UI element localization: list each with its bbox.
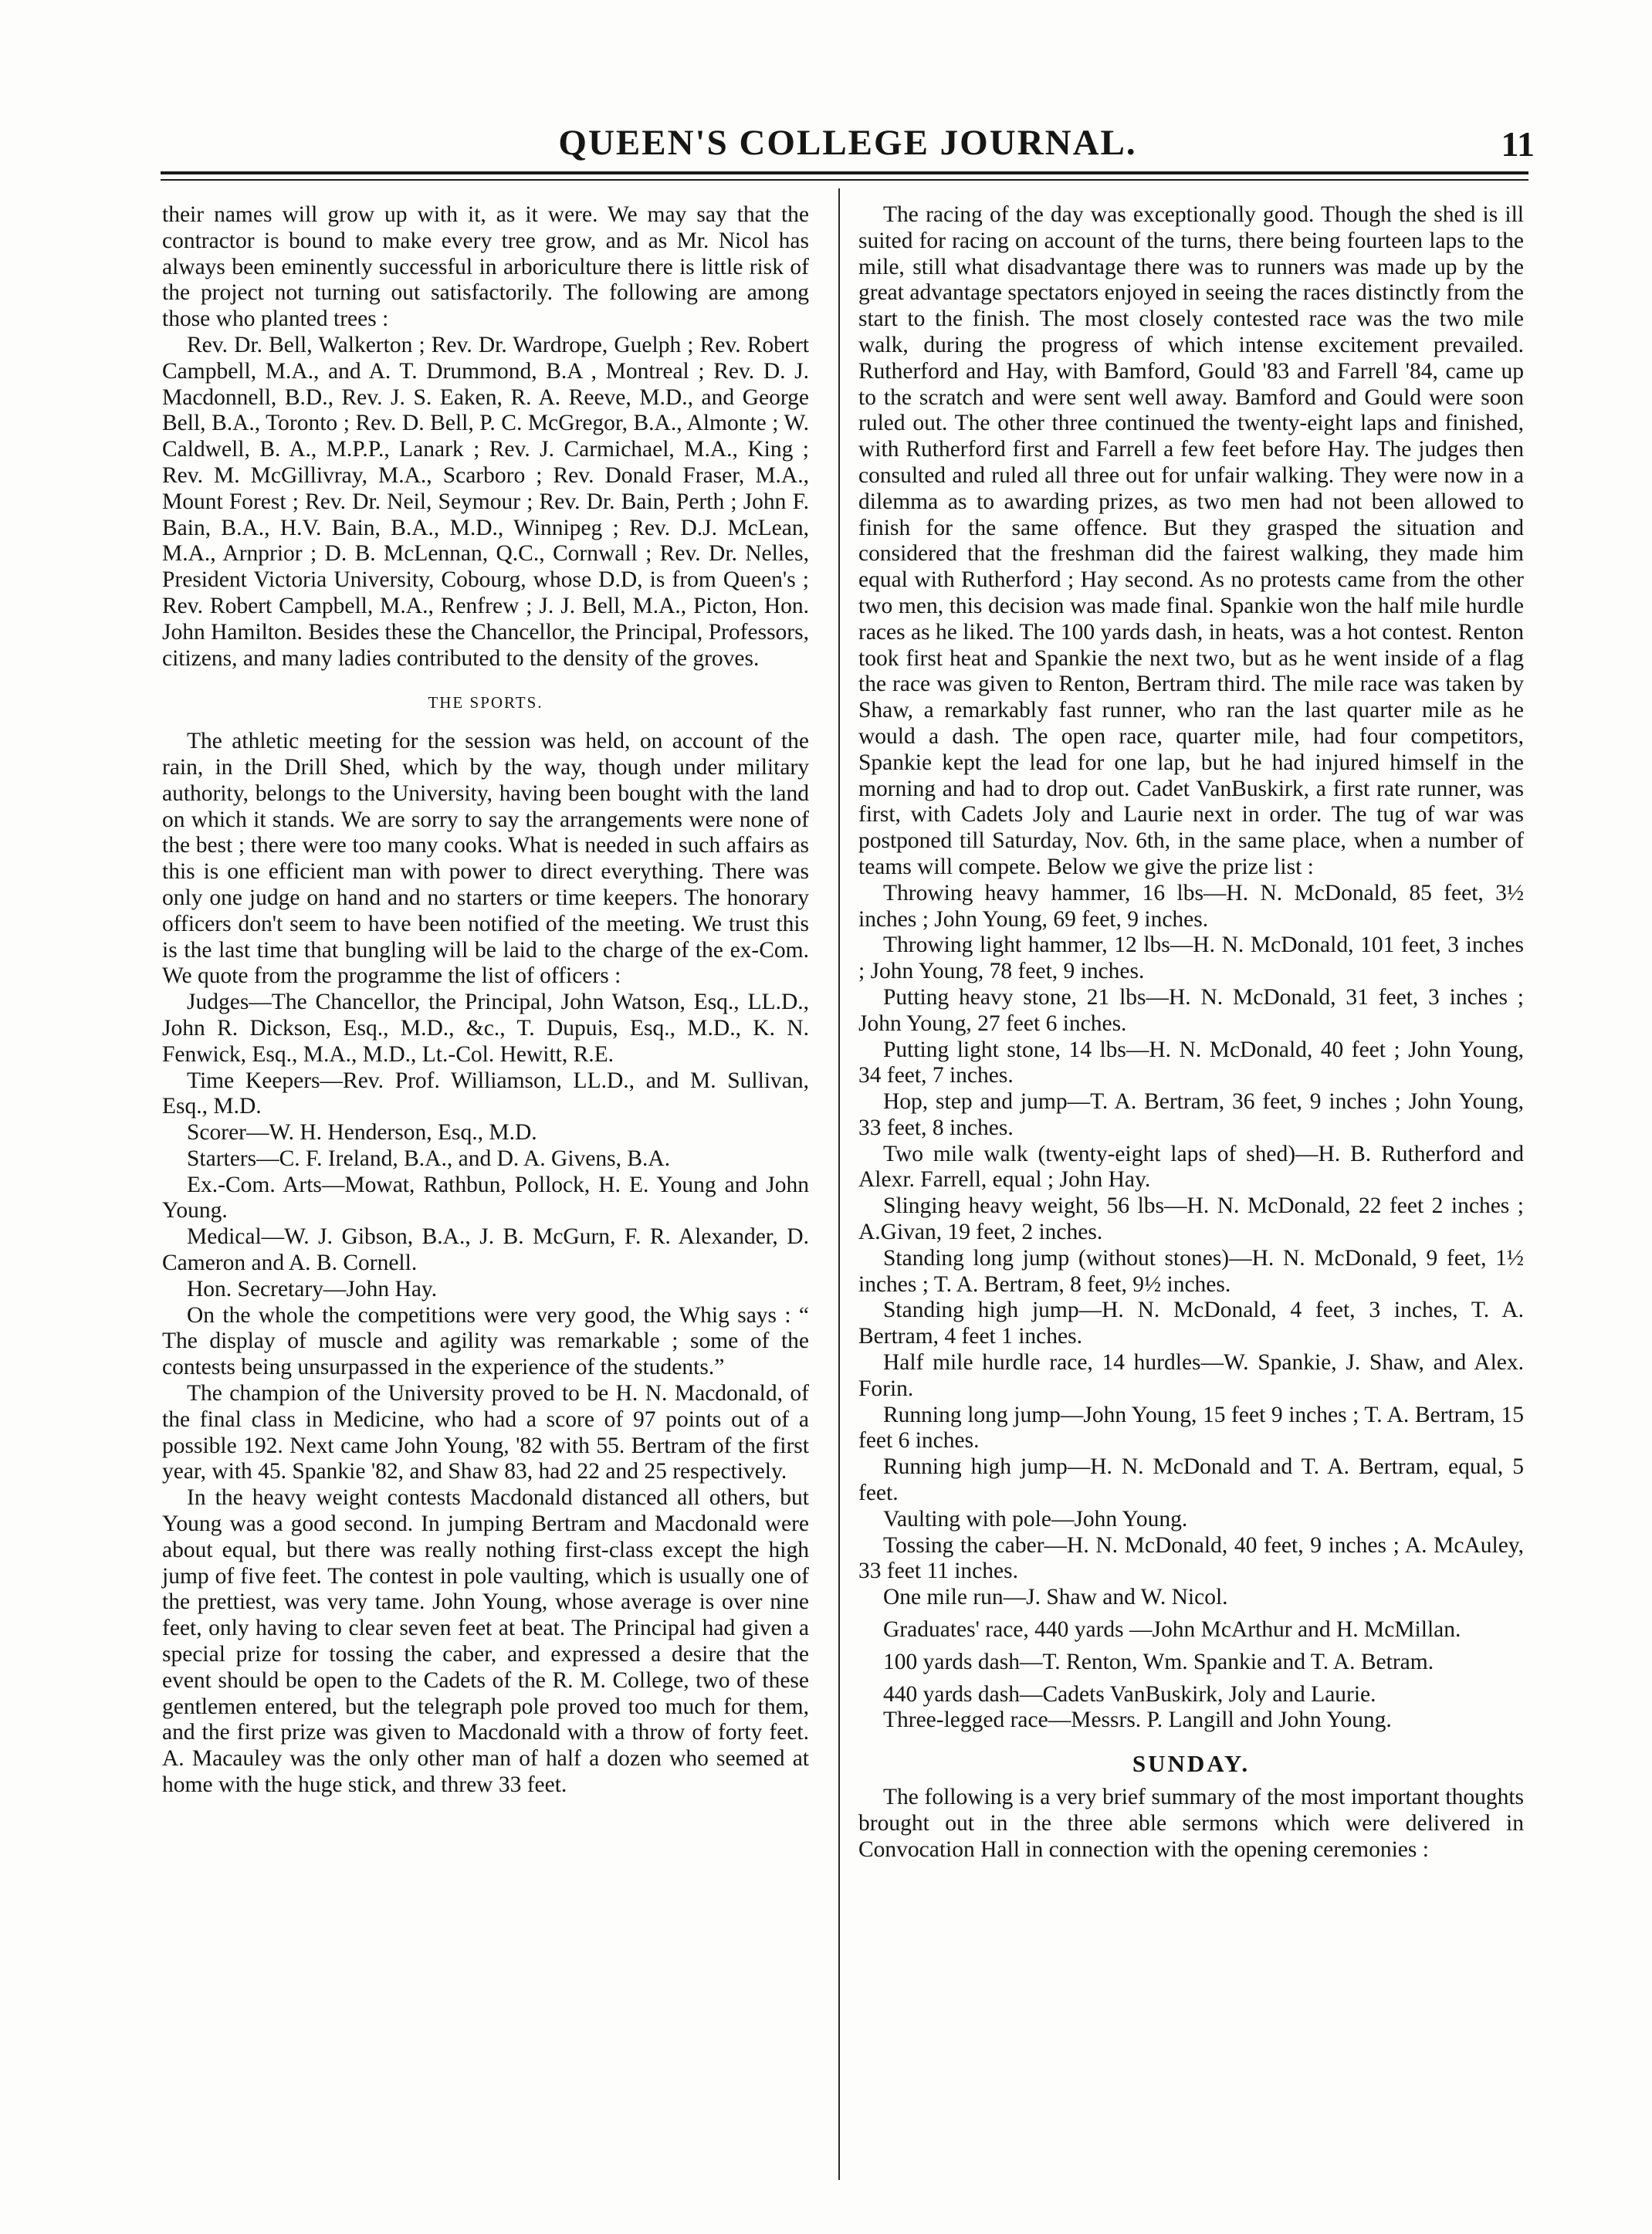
prize-list-item: Graduates' race, 440 yards —John McArthur and H. McMillan. [883,1617,1461,1643]
paragraph-champion: The champion of the University proved to be H. N. Macdonald, of the final class in Medicine, who had a score of 97 points out of a possible 192. Next came John Young, '82 with 55. Bertram of the first year, with 45. Spankie '82, and Shaw 83, had 22 and 25 respectively. [162,1381,809,1484]
page-header [161,116,1535,178]
header-rule-thin [161,179,1528,181]
paragraph-tree-planters: Rev. Dr. Bell, Walkerton ; Rev. Dr. Wardrope, Guelph ; Rev. Robert Campbell, M.A., and A. T. Drummond, B.A , Montreal ; Rev. D. J. Macdonnell, B.D., Rev. J. S. Eaken, R. A. Reeve, M.D., and George Bell, B.A., Toronto ; Rev. D. Bell, P. C. McGregor, B.A., Almonte ; W. Caldwell, B. A., M.P.P., Lanark ; Rev. J. Carmichael, M.A., King ; Rev. M. McGillivray, M.A., Scarboro ; Rev. Donald Fraser, M.A., Mount Forest ; Rev. Dr. Neil, Seymour ; Rev. Dr. Bain, Perth ; John F. Bain, B.A., H.V. Bain, B.A., M.D., Winnipeg ; Rev. D.J. McLean, M.A., Arnprior ; D. B. McLennan, Q.C., Cornwall ; Rev. Dr. Nelles, President Victoria University, Cobourg, whose D.D, is from Queen's ; Rev. Robert Campbell, M.A., Renfrew ; J. J. Bell, M.A., Picton, Hon. John Hamilton. Besides these the Chancellor, the Principal, Professors, citizens, and many ladies contributed to the density of the groves. [162,332,809,671]
officers-judges: Judges—The Chancellor, the Principal, John Watson, Esq., LL.D., John R. Dickson, Esq., M.D., &c., T. Dupuis, Esq., M.D., K. N. Fenwick, Esq., M.A., M.D., Lt.-Col. Hewitt, R.E. [162,990,809,1067]
section-heading-sports: THE SPORTS. [428,693,543,713]
prize-list-item: Putting heavy stone, 21 lbs—H. N. McDonald, 31 feet, 3 inches ; John Young, 27 feet 6 inches. [858,984,1524,1036]
prize-list-item: Running long jump—John Young, 15 feet 9 inches ; T. A. Bertram, 15 feet 6 inches. [858,1402,1524,1454]
prize-list-item: Vaulting with pole—John Young. [883,1506,1188,1532]
paragraph-heavy-weight: In the heavy weight contests Macdonald distanced all others, but Young was a good second. In jumping Bertram and Macdonald were about equal, but there was really nothing first-class except the high jump of five feet. The contest in pole vaulting, which is usually one of the prettiest, was very tame. John Young, whose average is over nine feet, only having to clear seven feet at beat. The Principal had given a special prize for tossing the caber, and expressed a desire that the event should be open to the Cadets of the R. M. College, two of these gentlemen entered, but the telegraph pole proved too much for them, and the first prize was given to Macdonald with a throw of forty feet. A. Macauley was the only other man of half a dozen who seemed at home with the huge stick, and threw 33 feet. [162,1485,809,1798]
prize-list-item: Slinging heavy weight, 56 lbs—H. N. McDonald, 22 feet 2 inches ; A.Givan, 19 feet, 2 inches. [858,1193,1524,1245]
column-divider [838,188,840,2180]
right-column [858,202,1524,1863]
prize-list-item: 440 yards dash—Cadets VanBuskirk, Joly and Laurie. [883,1681,1376,1707]
section-heading-sunday: SUNDAY. [1132,1750,1251,1778]
prize-list-item: Two mile walk (twenty-eight laps of shed)—H. B. Rutherford and Alexr. Farrell, equal ; John Hay. [858,1141,1524,1193]
prize-list-item: Standing long jump (without stones)—H. N. McDonald, 9 feet, 1½ inches ; T. A. Bertram, 8 feet, 9½ inches. [858,1245,1524,1297]
officers-time-keepers: Time Keepers—Rev. Prof. Williamson, LL.D., and M. Sullivan, Esq., M.D. [162,1068,809,1119]
journal-title: QUEEN'S COLLEGE JOURNAL. [558,123,1137,163]
officers-ex-com: Ex.-Com. Arts—Mowat, Rathbun, Pollock, H. E. Young and John Young. [162,1172,809,1224]
officers-secretary: Hon. Secretary—John Hay. [187,1276,438,1301]
paragraph-whig-quote: On the whole the competitions were very good, the Whig says : “ The display of muscle and agility was remarkable ; some of the contests being unsurpassed in the experience of the students.” [162,1302,809,1380]
prize-list-item: Half mile hurdle race, 14 hurdles—W. Spankie, J. Shaw, and Alex. Forin. [858,1350,1524,1401]
page-number: 11 [1501,124,1535,164]
prize-list-item: Throwing light hammer, 12 lbs—H. N. McDonald, 101 feet, 3 inches ; John Young, 78 feet, 9 inches. [858,933,1524,984]
paragraph-racing: The racing of the day was exceptionally good. Though the shed is ill suited for racing on account of the turns, there being fourteen laps to the mile, still what disadvantage there was to runners was made up by the great advantage spectators enjoyed in seeing the races distinctly from the start to the finish. The most closely contested race was the two mile walk, during the progress of which intense excitement prevailed. Rutherford and Hay, with Bamford, Gould '83 and Farrell '84, came up to the scratch and were sent well away. Bamford and Gould were soon ruled out. The other three continued the twenty-eight laps and finished, with Rutherford first and Farrell a few feet before Hay. The judges then consulted and ruled all three out for unfair walking. They were now in a dilemma as to awarding prizes, as two men had not been allowed to finish for the same offence. But they grasped the situation and considered that the freshman did the fairest walking, they made him equal with Rutherford ; Hay second. As no protests came from the other two men, this decision was made final. Spankie won the half mile hurdle races as he liked. The 100 yards dash, in heats, was a hot contest. Renton took first heat and Spankie the next two, but as he went inside of a flag the race was given to Renton, Bertram third. The mile race was taken by Shaw, a remarkably fast runner, who ran the last quarter mile as he would a dash. The open race, quarter mile, had four competitors, Spankie kept the lead for one lap, but he had injured himself in the morning and had to drop out. Cadet VanBuskirk, a first rate runner, was first, with Cadets Joly and Laurie next in order. The tug of war was postponed till Saturday, Nov. 6th, in the same place, when a number of teams will compete. Below we give the prize list : [858,202,1524,879]
prize-list-item: Hop, step and jump—T. A. Bertram, 36 feet, 9 inches ; John Young, 33 feet, 8 inches. [858,1089,1524,1140]
left-column [162,202,809,1799]
prize-list-item: Throwing heavy hammer, 16 lbs—H. N. McDonald, 85 feet, 3½ inches ; John Young, 69 feet, 9 inches. [858,880,1524,932]
prize-list-item: Tossing the caber—H. N. McDonald, 40 feet, 9 inches ; A. McAuley, 33 feet 11 inches. [858,1532,1524,1584]
header-rule [161,171,1528,174]
prize-list-item: 100 yards dash—T. Renton, Wm. Spankie and T. A. Betram. [883,1649,1434,1674]
paragraph-athletic-meeting: The athletic meeting for the session was held, on account of the rain, in the Drill Shed, which by the way, though under military authority, belongs to the University, having been bought with the land on which it stands. We are sorry to say the arrangements were none of the best ; there were too many cooks. What is needed in such affairs as this is one efficient man with power to direct everything. There was only one judge on hand and no starters or time keepers. The honorary officers don't seem to have been notified of the meeting. We trust this is the last time that bungling will be laid to the charge of the ex-Com. We quote from the programme the list of officers : [162,729,809,989]
prize-list-item: Three-legged race—Messrs. P. Langill and John Young. [883,1708,1392,1733]
officers-scorer: Scorer—W. H. Henderson, Esq., M.D. [187,1120,537,1146]
prize-list-item: Putting light stone, 14 lbs—H. N. McDonald, 40 feet ; John Young, 34 feet, 7 inches. [858,1037,1524,1088]
prize-list-item: Running high jump—H. N. McDonald and T. A. Bertram, equal, 5 feet. [858,1454,1524,1506]
paragraph-sunday: The following is a very brief summary of the most important thoughts brought out in the three able sermons which were delivered in Convocation Hall in connection with the opening ceremonies : [858,1785,1524,1862]
prize-list-item: Standing high jump—H. N. McDonald, 4 feet, 3 inches, T. A. Bertram, 4 feet 1 inches. [858,1298,1524,1349]
paragraph-intro: their names will grow up with it, as it were. We may say that the contractor is bound to make every tree grow, and as Mr. Nicol has always been eminently successful in arboriculture there is little risk of the project not turning out satisfactorily. The following are among those who planted trees : [162,202,809,332]
prize-list-item: One mile run—J. Shaw and W. Nicol. [883,1585,1228,1610]
officers-medical: Medical—W. J. Gibson, B.A., J. B. McGurn, F. R. Alexander, D. Cameron and A. B. Cornell. [162,1224,809,1276]
officers-starters: Starters—C. F. Ireland, B.A., and D. A. Givens, B.A. [187,1146,671,1171]
